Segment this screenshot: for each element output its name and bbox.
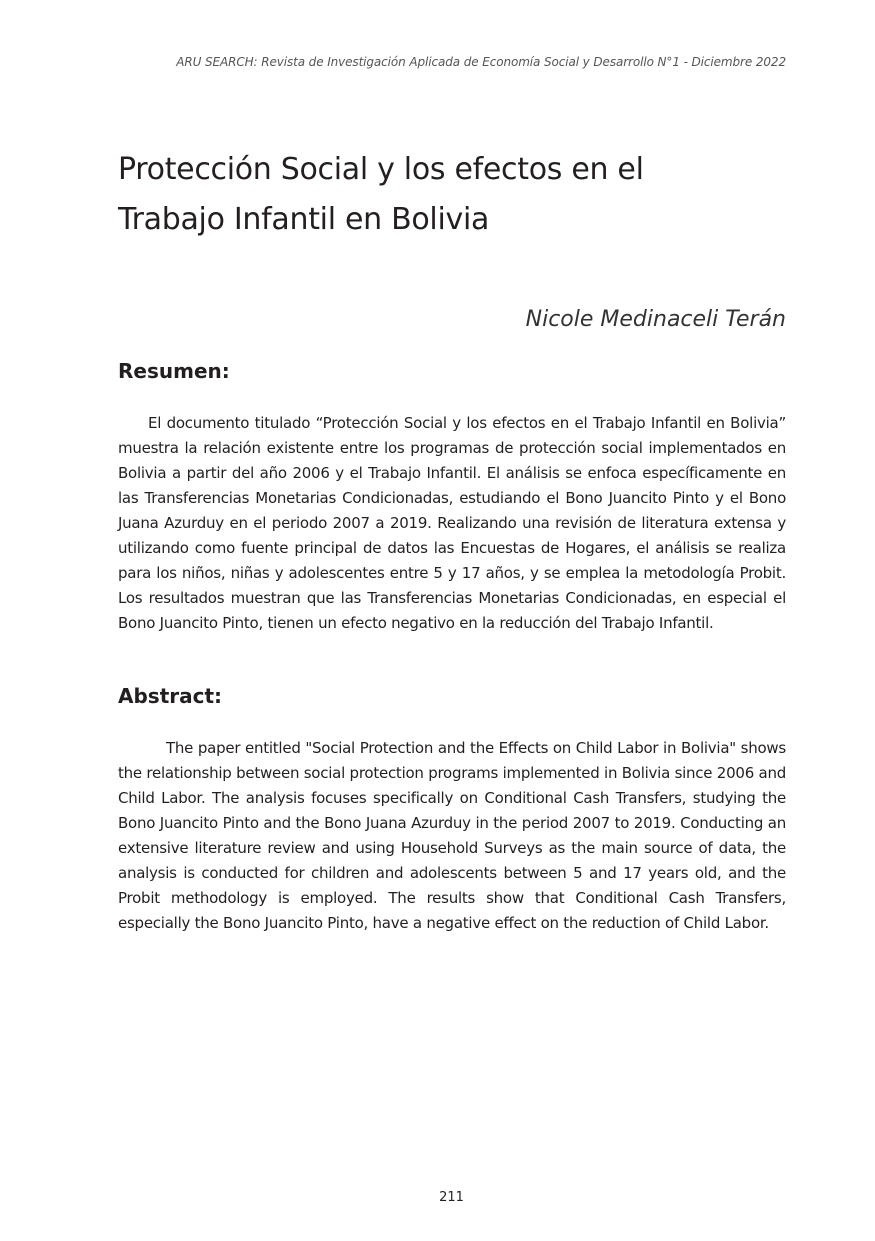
abstract-paragraph: The paper entitled "Social Protection and the Effects on Child Labor in Bolivia" shows the relationship between social protection programs implemented in Bolivia since 2006 and Child Labor. The analysis focuses specifically on Conditional Cash Transfers, studying the Bono Juancito Pinto and the Bono Juana Azurduy in the period 2007 to 2019. Conducting an extensive literature review and using Household Surveys as the main source of data, the analysis is conducted for children and adolescents between 5 and 17 years old, and the Probit methodology is employed. The results show that Conditional Cash Transfers, especially the Bono Juancito Pinto, have a negative effect on the reduction of Child Labor. <box>118 739 786 932</box>
abstract-heading: Abstract: <box>118 684 223 708</box>
author-name: Nicole Medinaceli Terán <box>525 307 786 332</box>
running-header: ARU SEARCH: Revista de Investigación Aplicada de Economía Social y Desarrollo N°1 - Diciembre 2022 <box>176 55 786 69</box>
page-number: 211 <box>439 1190 464 1205</box>
resumen-heading: Resumen: <box>118 359 230 383</box>
article-title: Protección Social y los efectos en el Trabajo Infantil en Bolivia <box>118 152 644 237</box>
resumen-paragraph: El documento titulado “Protección Social y los efectos en el Trabajo Infantil en Bolivia” muestra la relación existente entre los programas de protección social implementados en Bolivia a partir del año 2006 y el Trabajo Infantil. El análisis se enfoca específicamente en las Transferencias Monetarias Condicionadas, estudiando el Bono Juancito Pinto y el Bono Juana Azurduy en el periodo 2007 a 2019. Realizando una revisión de literatura extensa y utilizando como fuente principal de datos las Encuestas de Hogares, el análisis se realiza para los niños, niñas y adolescentes entre 5 y 17 años, y se emplea la metodología Probit. Los resultados muestran que las Transferencias Monetarias Condicionadas, en especial el Bono Juancito Pinto, tienen un efecto negativo en la reducción del Trabajo Infantil. <box>118 414 786 632</box>
